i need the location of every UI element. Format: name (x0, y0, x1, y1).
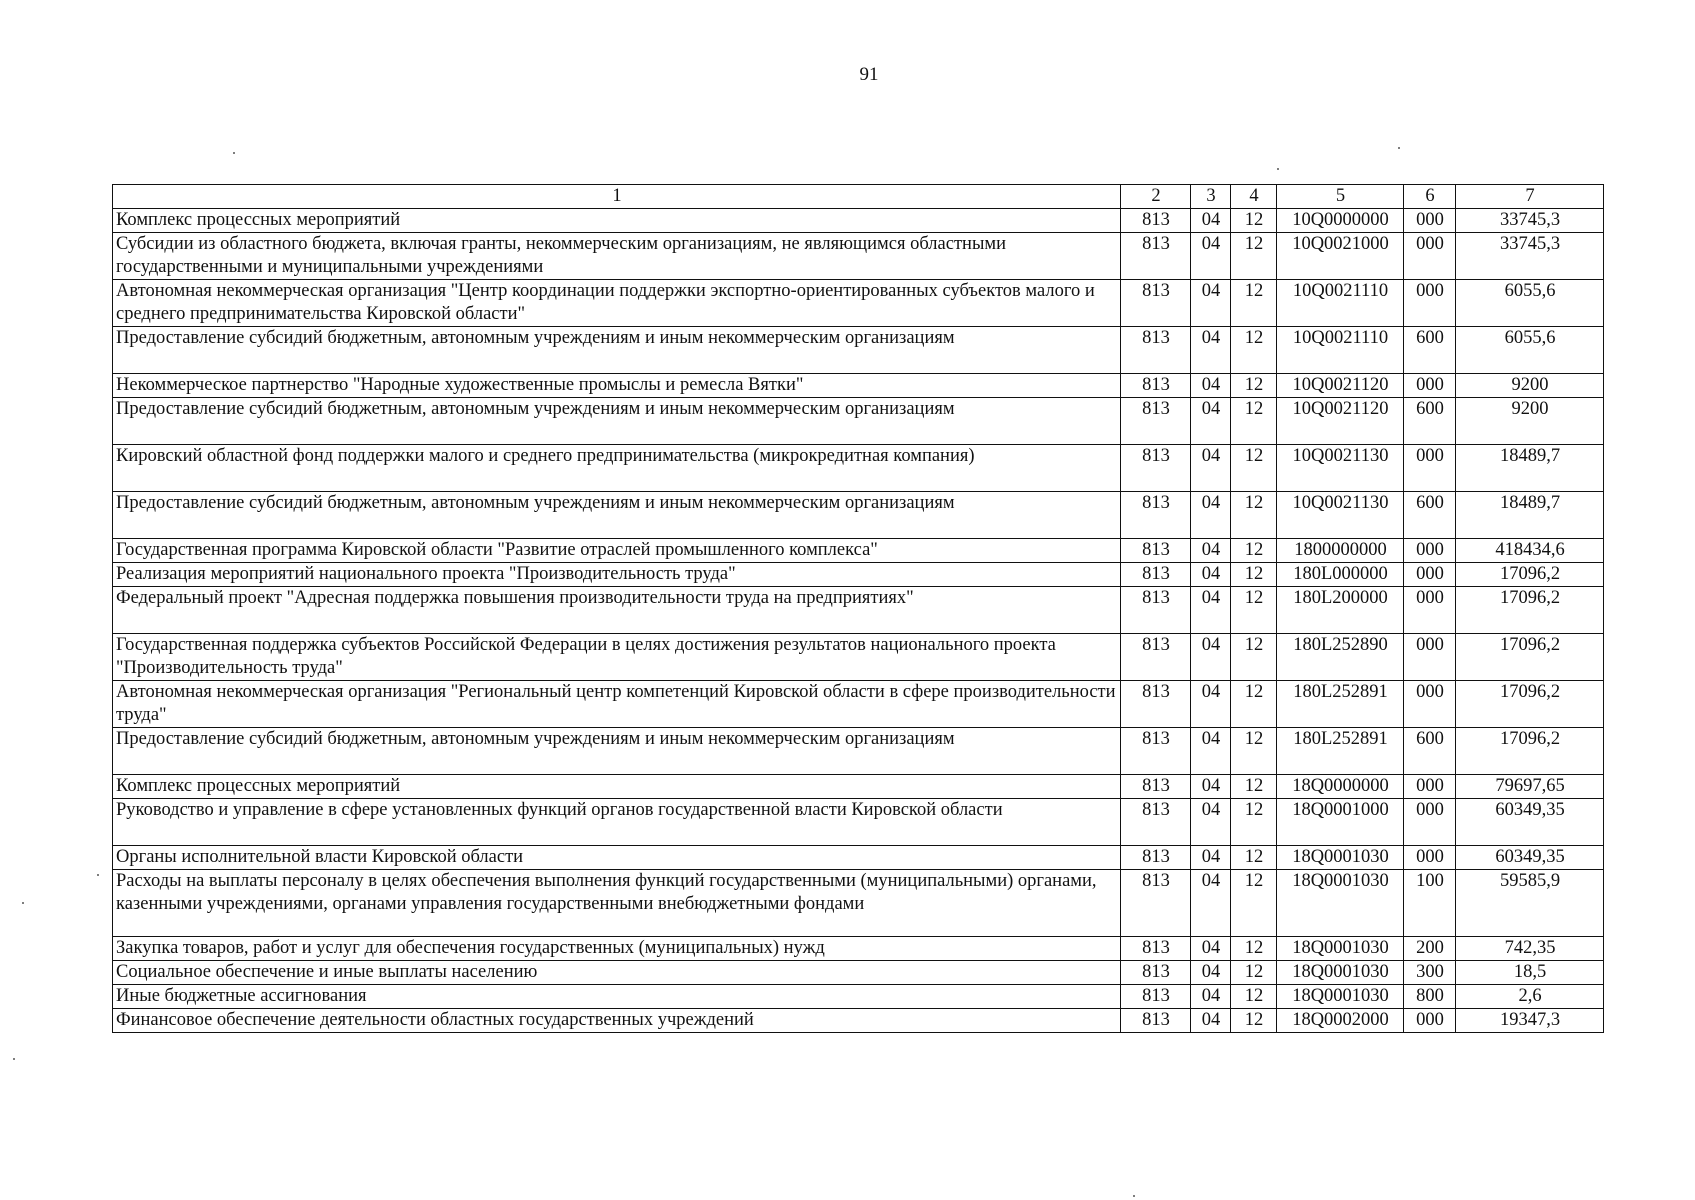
cell-col-7: 17096,2 (1456, 728, 1604, 775)
cell-col-3: 04 (1191, 492, 1231, 539)
table-row (113, 961, 1604, 985)
cell-col-5: 10Q0021130 (1277, 445, 1404, 492)
cell-col-6: 600 (1404, 492, 1456, 539)
cell-col-2: 813 (1121, 445, 1191, 492)
cell-col-6: 600 (1404, 327, 1456, 374)
cell-col-6: 000 (1404, 563, 1456, 587)
cell-col-3: 04 (1191, 775, 1231, 799)
cell-col-3: 04 (1191, 233, 1231, 280)
cell-col-7: 59585,9 (1456, 870, 1604, 937)
cell-col-7: 2,6 (1456, 985, 1604, 1009)
cell-col-3: 04 (1191, 374, 1231, 398)
cell-col-4: 12 (1231, 327, 1277, 374)
cell-col-6: 000 (1404, 445, 1456, 492)
cell-col-3: 04 (1191, 846, 1231, 870)
cell-col-2: 813 (1121, 233, 1191, 280)
cell-col-5: 180L000000 (1277, 563, 1404, 587)
cell-name: Комплекс процессных мероприятий (113, 209, 1121, 233)
cell-name: Реализация мероприятий национального проекта "Производительность труда" (113, 563, 1121, 587)
cell-col-2: 813 (1121, 492, 1191, 539)
cell-name: Кировский областной фонд поддержки малого и среднего предпринимательства (микрокредитная компания) (113, 445, 1121, 492)
cell-col-7: 418434,6 (1456, 539, 1604, 563)
cell-name: Финансовое обеспечение деятельности областных государственных учреждений (113, 1009, 1121, 1033)
table-row (113, 445, 1604, 492)
cell-col-6: 000 (1404, 374, 1456, 398)
cell-col-3: 04 (1191, 539, 1231, 563)
cell-name: Федеральный проект "Адресная поддержка повышения производительности труда на предприятиях" (113, 587, 1121, 634)
cell-name: Закупка товаров, работ и услуг для обеспечения государственных (муниципальных) нужд (113, 937, 1121, 961)
cell-col-5: 1800000000 (1277, 539, 1404, 563)
cell-col-3: 04 (1191, 799, 1231, 846)
cell-col-2: 813 (1121, 539, 1191, 563)
cell-col-6: 000 (1404, 634, 1456, 681)
cell-col-6: 000 (1404, 681, 1456, 728)
table-row (113, 209, 1604, 233)
table-row (113, 398, 1604, 445)
cell-name: Руководство и управление в сфере установленных функций органов государственной власти Кировской области (113, 799, 1121, 846)
cell-col-7: 6055,6 (1456, 280, 1604, 327)
cell-col-7: 742,35 (1456, 937, 1604, 961)
table-row (113, 870, 1604, 937)
cell-name: Субсидии из областного бюджета, включая гранты, некоммерческим организациям, не являющимся областными государственными и муниципальными учреждениями (113, 233, 1121, 280)
table-row (113, 681, 1604, 728)
cell-col-2: 813 (1121, 1009, 1191, 1033)
cell-col-2: 813 (1121, 846, 1191, 870)
cell-col-4: 12 (1231, 445, 1277, 492)
table-row (113, 799, 1604, 846)
scan-speck (13, 1058, 15, 1060)
cell-col-6: 000 (1404, 1009, 1456, 1033)
table-row (113, 634, 1604, 681)
scan-speck (97, 874, 99, 876)
cell-col-7: 9200 (1456, 398, 1604, 445)
cell-col-3: 04 (1191, 280, 1231, 327)
cell-col-7: 33745,3 (1456, 233, 1604, 280)
cell-name: Предоставление субсидий бюджетным, автономным учреждениям и иным некоммерческим организациям (113, 728, 1121, 775)
cell-col-4: 12 (1231, 681, 1277, 728)
cell-col-4: 12 (1231, 539, 1277, 563)
column-header-2: 2 (1121, 185, 1191, 209)
cell-col-4: 12 (1231, 870, 1277, 937)
cell-col-5: 18Q0000000 (1277, 775, 1404, 799)
cell-col-3: 04 (1191, 681, 1231, 728)
column-header-6: 6 (1404, 185, 1456, 209)
table-row (113, 587, 1604, 634)
scan-speck (233, 152, 235, 154)
cell-col-6: 100 (1404, 870, 1456, 937)
cell-col-4: 12 (1231, 961, 1277, 985)
cell-col-2: 813 (1121, 280, 1191, 327)
column-header-1: 1 (113, 185, 1121, 209)
cell-col-2: 813 (1121, 634, 1191, 681)
cell-name: Государственная программа Кировской области "Развитие отраслей промышленного комплекса" (113, 539, 1121, 563)
cell-col-3: 04 (1191, 870, 1231, 937)
cell-col-6: 300 (1404, 961, 1456, 985)
cell-col-6: 000 (1404, 233, 1456, 280)
cell-col-5: 18Q0001030 (1277, 937, 1404, 961)
cell-col-7: 6055,6 (1456, 327, 1604, 374)
cell-col-5: 10Q0021120 (1277, 398, 1404, 445)
cell-col-2: 813 (1121, 775, 1191, 799)
cell-name: Иные бюджетные ассигнования (113, 985, 1121, 1009)
cell-col-3: 04 (1191, 985, 1231, 1009)
cell-col-7: 19347,3 (1456, 1009, 1604, 1033)
table-row (113, 327, 1604, 374)
scan-speck (1277, 168, 1279, 170)
cell-col-5: 10Q0000000 (1277, 209, 1404, 233)
cell-name: Автономная некоммерческая организация "Центр координации поддержки экспортно-ориентированных субъектов малого и среднего предпринимательства Кировской области" (113, 280, 1121, 327)
cell-col-6: 000 (1404, 846, 1456, 870)
cell-name: Некоммерческое партнерство "Народные художественные промыслы и ремесла Вятки" (113, 374, 1121, 398)
cell-name: Социальное обеспечение и иные выплаты населению (113, 961, 1121, 985)
cell-col-5: 18Q0001000 (1277, 799, 1404, 846)
cell-col-5: 10Q0021000 (1277, 233, 1404, 280)
cell-col-6: 000 (1404, 539, 1456, 563)
cell-col-6: 600 (1404, 728, 1456, 775)
cell-col-3: 04 (1191, 937, 1231, 961)
table-row (113, 1009, 1604, 1033)
cell-col-3: 04 (1191, 587, 1231, 634)
cell-col-5: 180L200000 (1277, 587, 1404, 634)
cell-col-6: 600 (1404, 398, 1456, 445)
cell-name: Комплекс процессных мероприятий (113, 775, 1121, 799)
cell-col-2: 813 (1121, 728, 1191, 775)
cell-col-5: 180L252891 (1277, 728, 1404, 775)
cell-name: Органы исполнительной власти Кировской области (113, 846, 1121, 870)
cell-col-4: 12 (1231, 280, 1277, 327)
cell-col-6: 800 (1404, 985, 1456, 1009)
cell-col-3: 04 (1191, 209, 1231, 233)
cell-col-7: 33745,3 (1456, 209, 1604, 233)
cell-col-7: 79697,65 (1456, 775, 1604, 799)
cell-col-4: 12 (1231, 398, 1277, 445)
cell-col-5: 18Q0002000 (1277, 1009, 1404, 1033)
cell-col-4: 12 (1231, 937, 1277, 961)
cell-col-3: 04 (1191, 327, 1231, 374)
scan-speck (1398, 147, 1400, 149)
cell-col-2: 813 (1121, 937, 1191, 961)
cell-col-7: 18489,7 (1456, 445, 1604, 492)
cell-col-2: 813 (1121, 799, 1191, 846)
cell-col-7: 17096,2 (1456, 681, 1604, 728)
cell-col-5: 10Q0021130 (1277, 492, 1404, 539)
cell-col-3: 04 (1191, 728, 1231, 775)
cell-col-4: 12 (1231, 1009, 1277, 1033)
table-row (113, 985, 1604, 1009)
cell-col-4: 12 (1231, 233, 1277, 280)
table-body (113, 209, 1604, 1033)
table-row (113, 539, 1604, 563)
cell-col-3: 04 (1191, 445, 1231, 492)
cell-col-4: 12 (1231, 587, 1277, 634)
cell-name: Предоставление субсидий бюджетным, автономным учреждениям и иным некоммерческим организациям (113, 492, 1121, 539)
cell-name: Расходы на выплаты персоналу в целях обеспечения выполнения функций государственными (муниципальными) органами, казенными учреждениями, органами управления государственными внебюджетными фондами (113, 870, 1121, 937)
cell-col-4: 12 (1231, 492, 1277, 539)
cell-col-2: 813 (1121, 327, 1191, 374)
cell-col-4: 12 (1231, 209, 1277, 233)
cell-col-7: 17096,2 (1456, 563, 1604, 587)
cell-col-5: 10Q0021120 (1277, 374, 1404, 398)
cell-col-3: 04 (1191, 961, 1231, 985)
cell-col-2: 813 (1121, 587, 1191, 634)
cell-col-2: 813 (1121, 961, 1191, 985)
scan-speck (22, 902, 24, 904)
column-header-7: 7 (1456, 185, 1604, 209)
column-header-5: 5 (1277, 185, 1404, 209)
cell-col-4: 12 (1231, 775, 1277, 799)
cell-col-4: 12 (1231, 846, 1277, 870)
cell-col-4: 12 (1231, 374, 1277, 398)
cell-col-7: 17096,2 (1456, 634, 1604, 681)
cell-col-3: 04 (1191, 563, 1231, 587)
cell-name: Предоставление субсидий бюджетным, автономным учреждениям и иным некоммерческим организациям (113, 327, 1121, 374)
cell-col-7: 60349,35 (1456, 846, 1604, 870)
cell-col-4: 12 (1231, 985, 1277, 1009)
cell-col-6: 000 (1404, 280, 1456, 327)
table-row (113, 233, 1604, 280)
cell-col-6: 000 (1404, 799, 1456, 846)
cell-col-7: 9200 (1456, 374, 1604, 398)
cell-col-4: 12 (1231, 728, 1277, 775)
cell-col-5: 10Q0021110 (1277, 327, 1404, 374)
cell-col-5: 18Q0001030 (1277, 846, 1404, 870)
cell-col-2: 813 (1121, 985, 1191, 1009)
cell-col-2: 813 (1121, 870, 1191, 937)
cell-col-2: 813 (1121, 209, 1191, 233)
cell-col-5: 10Q0021110 (1277, 280, 1404, 327)
cell-col-4: 12 (1231, 563, 1277, 587)
cell-col-5: 180L252891 (1277, 681, 1404, 728)
cell-col-6: 000 (1404, 587, 1456, 634)
budget-table (112, 184, 1604, 1033)
column-header-3: 3 (1191, 185, 1231, 209)
table-header-row (113, 185, 1604, 209)
cell-col-4: 12 (1231, 634, 1277, 681)
cell-name: Предоставление субсидий бюджетным, автономным учреждениям и иным некоммерческим организациям (113, 398, 1121, 445)
cell-col-3: 04 (1191, 634, 1231, 681)
cell-col-3: 04 (1191, 1009, 1231, 1033)
cell-col-5: 180L252890 (1277, 634, 1404, 681)
table-row (113, 492, 1604, 539)
cell-col-2: 813 (1121, 563, 1191, 587)
cell-col-2: 813 (1121, 681, 1191, 728)
cell-col-6: 000 (1404, 775, 1456, 799)
cell-col-5: 18Q0001030 (1277, 961, 1404, 985)
cell-col-2: 813 (1121, 374, 1191, 398)
cell-col-5: 18Q0001030 (1277, 870, 1404, 937)
cell-col-7: 18,5 (1456, 961, 1604, 985)
cell-col-7: 60349,35 (1456, 799, 1604, 846)
table-row (113, 937, 1604, 961)
scan-speck (1133, 1195, 1135, 1197)
cell-col-7: 17096,2 (1456, 587, 1604, 634)
table-row (113, 728, 1604, 775)
column-header-4: 4 (1231, 185, 1277, 209)
table-row (113, 846, 1604, 870)
table-row (113, 563, 1604, 587)
table-row (113, 280, 1604, 327)
page-number: 91 (859, 64, 879, 85)
cell-name: Государственная поддержка субъектов Российской Федерации в целях достижения результатов национального проекта "Производительность труда" (113, 634, 1121, 681)
cell-col-6: 000 (1404, 209, 1456, 233)
table-row (113, 374, 1604, 398)
cell-col-2: 813 (1121, 398, 1191, 445)
cell-col-5: 18Q0001030 (1277, 985, 1404, 1009)
cell-col-6: 200 (1404, 937, 1456, 961)
table-row (113, 775, 1604, 799)
cell-col-3: 04 (1191, 398, 1231, 445)
cell-col-7: 18489,7 (1456, 492, 1604, 539)
cell-col-4: 12 (1231, 799, 1277, 846)
cell-name: Автономная некоммерческая организация "Региональный центр компетенций Кировской области в сфере производительности труда" (113, 681, 1121, 728)
